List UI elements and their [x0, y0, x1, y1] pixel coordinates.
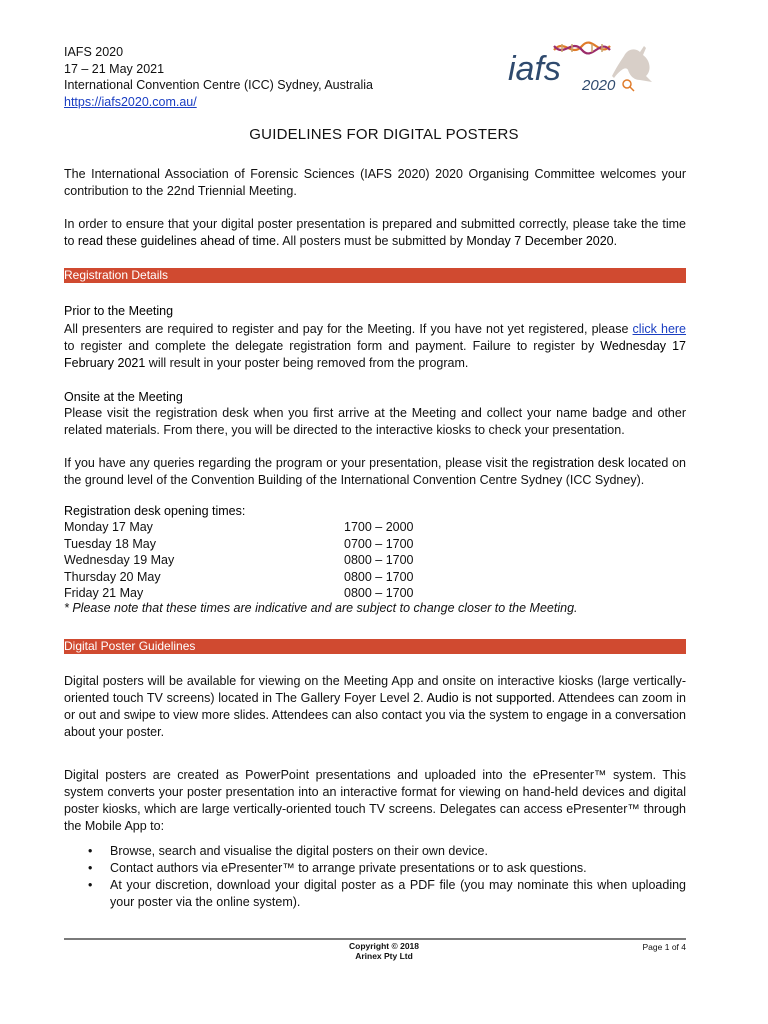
bullet-icon: •: [88, 844, 93, 858]
bullet-icon: •: [88, 861, 93, 875]
opening-times-heading: Registration desk opening times:: [64, 504, 246, 518]
opening-times-row: Thursday 20 May 0800 – 1700: [64, 569, 414, 584]
onsite-meeting-heading: Onsite at the Meeting: [64, 390, 183, 404]
page-number: Page 1 of 4: [642, 942, 686, 952]
event-website-link[interactable]: https://iafs2020.com.au/: [64, 94, 197, 109]
list-item: • At your discretion, download your digital poster as a PDF file (you may nominate this when uploading your poster via the online system).: [88, 878, 686, 909]
intro-paragraph-1: The International Association of Forensic Sciences (IAFS 2020) 2020 Organising Committee welcomes your contribution to the 22nd Triennial Meeting.: [64, 167, 686, 198]
page-title: GUIDELINES FOR DIGITAL POSTERS: [249, 126, 519, 143]
event-name: IAFS 2020: [64, 45, 124, 59]
footer-divider: [64, 938, 686, 940]
digital-poster-paragraph-1: Digital posters will be available for viewing on the Meeting App and onsite on interactive kiosks (large vertically-oriented touch TV screens) located in The Gallery Foyer Level 2. Audio is not supported. Attendees can zoom in or out and swipe to view more slides. Attendees can also contact you via the system to engage in a conversation about your poster.: [64, 674, 686, 739]
queries-paragraph: If you have any queries regarding the program or your presentation, please visit the registration desk located on the ground level of the Convention Building of the International Convention Centre Sydney (ICC Sydney).: [64, 456, 686, 487]
digital-poster-paragraph-2: Digital posters are created as PowerPoint presentations and uploaded into the ePresenter™ system. This system converts your poster presentation into an interactive format for viewing on hand-held devices and digital poster kiosks, which are large vertically-oriented touch TV screens. Delegates can access ePresenter™ through the Mobile App to:: [64, 768, 686, 833]
list-item: • Contact authors via ePresenter™ to arrange private presentations or to ask questions.: [88, 861, 587, 875]
logo-year: 2020: [582, 77, 616, 94]
onsite-meeting-paragraph: Please visit the registration desk when you first arrive at the Meeting and collect your name badge and other related materials. From there, you will be directed to the interactive kiosks to check your presentation.: [64, 406, 686, 437]
intro-paragraph-2: In order to ensure that your digital poster presentation is prepared and submitted correctly, please take the time to read these guidelines ahead of time. All posters must be submitted by Monday 7 December 2020.: [64, 217, 686, 248]
opening-times-row: Tuesday 18 May 0700 – 1700: [64, 536, 414, 551]
event-dates: 17 – 21 May 2021: [64, 61, 165, 76]
iafs-logo: [506, 36, 666, 96]
event-venue: International Convention Centre (ICC) Sydney, Australia: [64, 78, 373, 92]
opening-times-row: Wednesday 19 May 0800 – 1700: [64, 553, 414, 567]
prior-meeting-paragraph: All presenters are required to register and pay for the Meeting. If you have not yet registered, please click here to register and complete the delegate registration form and payment. Failure to register by Wednesday 17 February 2021 will result in your poster being removed from the program.: [64, 322, 687, 370]
digital-poster-section-bar: Digital Poster Guidelines: [64, 639, 686, 654]
register-link[interactable]: click here: [632, 322, 687, 336]
footer-copyright: Copyright © 2018 Arinex Pty Ltd: [348, 941, 420, 961]
bullet-icon: •: [88, 878, 93, 892]
times-disclaimer-note: * Please note that these times are indicative and are subject to change closer to the Meeting.: [64, 601, 578, 615]
epresenter-feature-list: [88, 843, 686, 911]
event-header: [64, 44, 373, 110]
list-item: • Browse, search and visualise the digital posters on their own device.: [88, 844, 488, 858]
logo-wordmark: iafs: [508, 50, 561, 88]
prior-meeting-heading: Prior to the Meeting: [64, 304, 174, 318]
opening-times-row: Friday 21 May 0800 – 1700: [64, 586, 414, 600]
opening-times-table: [64, 519, 414, 602]
registration-section-bar: Registration Details: [64, 268, 686, 283]
opening-times-row: Monday 17 May 1700 – 2000: [64, 520, 414, 534]
